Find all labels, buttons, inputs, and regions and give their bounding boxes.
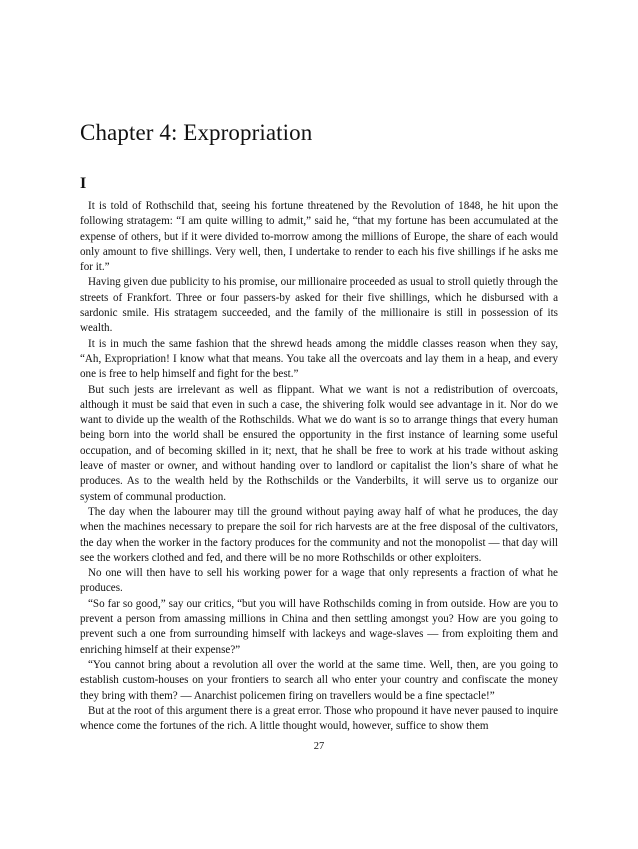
chapter-title: Chapter 4: Expropriation [80, 120, 313, 145]
paragraph-revolution-world: “You cannot bring about a revolution all over the world at the same time. Well, then, are you going to establish custom-houses on your frontiers to search all who enter your country and confiscate the money they bring with them? — Anarchist policemen firing on travellers would be a fine spectacle!” [80, 658, 558, 702]
paragraph-labourer-day: The day when the labourer may till the ground without paying away half of what he produces, the day when the machines necessary to prepare the soil for rich harvests are at the free disposal of the cultivators, the day when the worker in the factory produces for the community and not the monopolist — that day will see the workers clothed and fed, and there will be no more Rothschilds or other exploiters. [80, 505, 558, 564]
page-number: 27 [313, 741, 325, 752]
paragraph-rothschild-stratagem: It is told of Rothschild that, seeing his fortune threatened by the Revolution of 1848, he hit upon the following stratagem: “I am quite willing to admit,” said he, “that my fortune has been accumulated at the expense of others, but if it were divided to-morrow among the millions of Europe, the share of each would only amount to five shillings. Very well, then, I undertake to render to each his five shillings if he asks me for it.” [80, 200, 558, 274]
paragraph-root-error: But at the root of this argument there is a great error. Those who propound it have never paused to inquire whence come the fortunes of the rich. A little thought would, however, suffice to show them [80, 704, 558, 733]
paragraph-middle-classes: It is in much the same fashion that the shrewd heads among the middle classes reason when they say, “Ah, Expropriation! I know what that means. You take all the overcoats and lay them in a heap, and every one is free to help himself and fight for the best.” [80, 337, 558, 381]
body-text [80, 199, 558, 734]
paragraph-working-power: No one will then have to sell his working power for a wage that only represents a fraction of what he produces. [80, 567, 558, 595]
paragraph-jests-irrelevant: But such jests are irrelevant as well as flippant. What we want is not a redistribution of overcoats, although it must be said that even in such a case, the shivering folk would see advantage in it. Nor do we want to divide up the wealth of the Rothschilds. What we do want is so to arrange things that every human being born into the world shall be ensured the opportunity in the first instance of learning some useful occupation, and of becoming skilled in it; next, that he shall be free to work at his trade without asking leave of master or owner, and without handing over to landlord or capitalist the lion’s share of what he produces. As to the wealth held by the Rothschilds or the Vanderbilts, it will serve us to organize our system of communal production. [80, 383, 558, 503]
paragraph-critics-objection: “So far so good,” say our critics, “but you will have Rothschilds coming in from outside. How are you to prevent a person from amassing millions in China and then settling amongst you? How are you going to prevent such a one from surrounding himself with lackeys and wage-slaves — from exploiting them and enriching himself at their expense?” [80, 597, 558, 656]
section-heading: I [80, 175, 87, 192]
paragraph-publicity-promise: Having given due publicity to his promise, our millionaire proceeded as usual to stroll quietly through the streets of Frankfort. Three or four passers-by asked for their five shillings, which he disbursed with a sardonic smile. His stratagem succeeded, and the family of the millionaire is still in possession of its wealth. [80, 276, 558, 335]
